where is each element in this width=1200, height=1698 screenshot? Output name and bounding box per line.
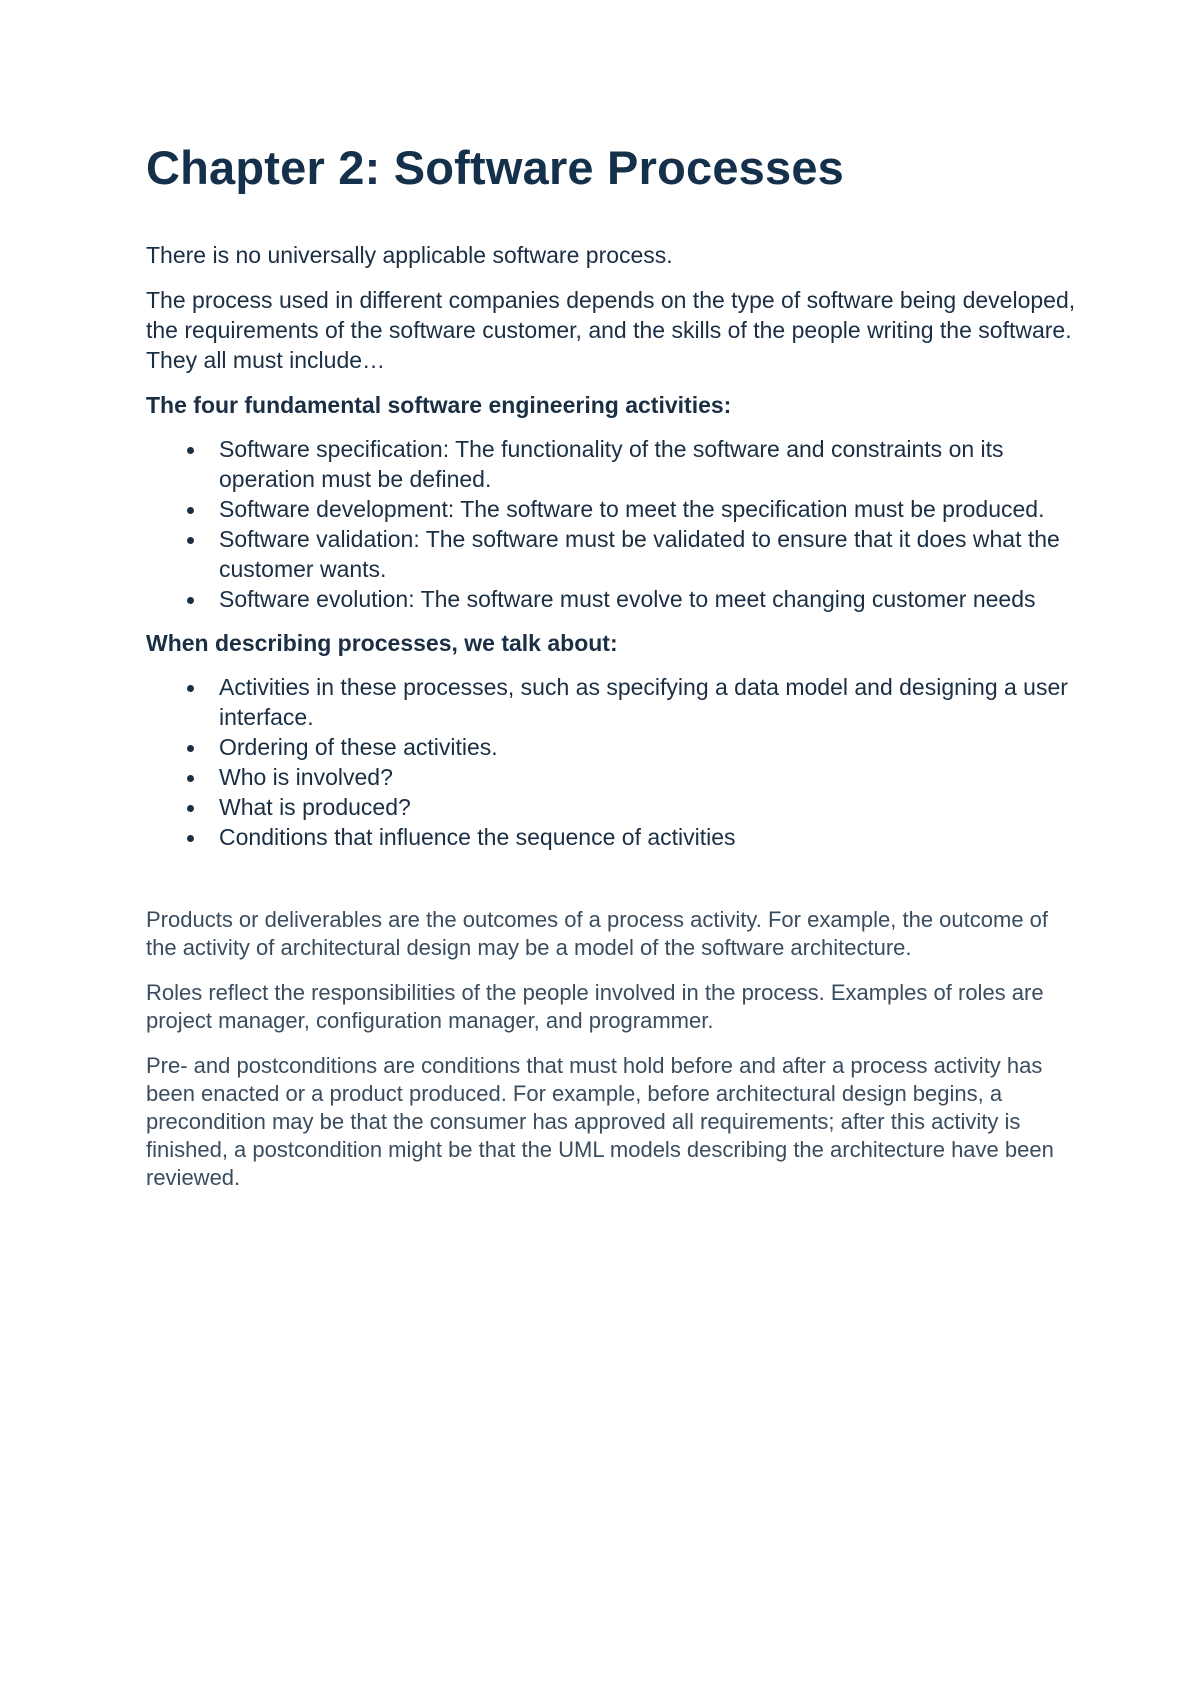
- bullet-icon: [187, 447, 194, 454]
- activities-heading: The four fundamental software engineering activities:: [146, 392, 732, 418]
- bullet-icon: [187, 775, 194, 782]
- list-item-text: Conditions that influence the sequence of activities: [219, 824, 736, 850]
- bullet-icon: [187, 835, 194, 842]
- bullet-icon: [187, 685, 194, 692]
- list-item-text: Activities in these processes, such as specifying a data model and designing a user interface.: [219, 674, 1068, 730]
- list-item: [146, 494, 1076, 524]
- bullet-icon: [187, 805, 194, 812]
- list-item-text: Software validation: The software must be validated to ensure that it does what the customer wants.: [219, 526, 1060, 582]
- bullet-icon: [187, 745, 194, 752]
- list-item-text: Software evolution: The software must evolve to meet changing customer needs: [219, 586, 1036, 612]
- activities-list: [146, 434, 1076, 614]
- detail-paragraph-conditions: Pre- and postconditions are conditions that must hold before and after a process activity has been enacted or a product produced. For example, before architectural design begins, a precondition may be that the consumer has approved all requirements; after this activity is finished, a postcondition might be that the UML models describing the architecture have been reviewed.: [146, 1053, 1054, 1190]
- bullet-icon: [187, 507, 194, 514]
- list-item-text: Software specification: The functionality of the software and constraints on its operation must be defined.: [219, 436, 1004, 492]
- list-item: [146, 762, 1076, 792]
- list-item: [146, 434, 1076, 494]
- section-spacer: [146, 866, 1076, 906]
- chapter-title: Chapter 2: Software Processes: [146, 141, 845, 194]
- describing-list: [146, 672, 1076, 852]
- document-page: [146, 140, 1076, 1209]
- intro-paragraph-1: There is no universally applicable software process.: [146, 242, 673, 268]
- list-item: [146, 822, 1076, 852]
- list-item: [146, 524, 1076, 584]
- bullet-icon: [187, 537, 194, 544]
- intro-paragraph-2: The process used in different companies depends on the type of software being developed, the requirements of the software customer, and the skills of the people writing the software. They all must include…: [146, 287, 1076, 373]
- list-item-text: What is produced?: [219, 794, 411, 820]
- list-item: [146, 732, 1076, 762]
- detail-paragraph-roles: Roles reflect the responsibilities of the people involved in the process. Examples of roles are project manager, configuration manager, and programmer.: [146, 980, 1044, 1033]
- detail-paragraph-products: Products or deliverables are the outcomes of a process activity. For example, the outcome of the activity of architectural design may be a model of the software architecture.: [146, 907, 1049, 960]
- list-item-text: Software development: The software to meet the specification must be produced.: [219, 496, 1045, 522]
- list-item: [146, 672, 1076, 732]
- list-item-text: Ordering of these activities.: [219, 734, 498, 760]
- list-item: [146, 584, 1076, 614]
- list-item: [146, 792, 1076, 822]
- bullet-icon: [187, 597, 194, 604]
- list-item-text: Who is involved?: [219, 764, 393, 790]
- describing-heading: When describing processes, we talk about:: [146, 630, 618, 656]
